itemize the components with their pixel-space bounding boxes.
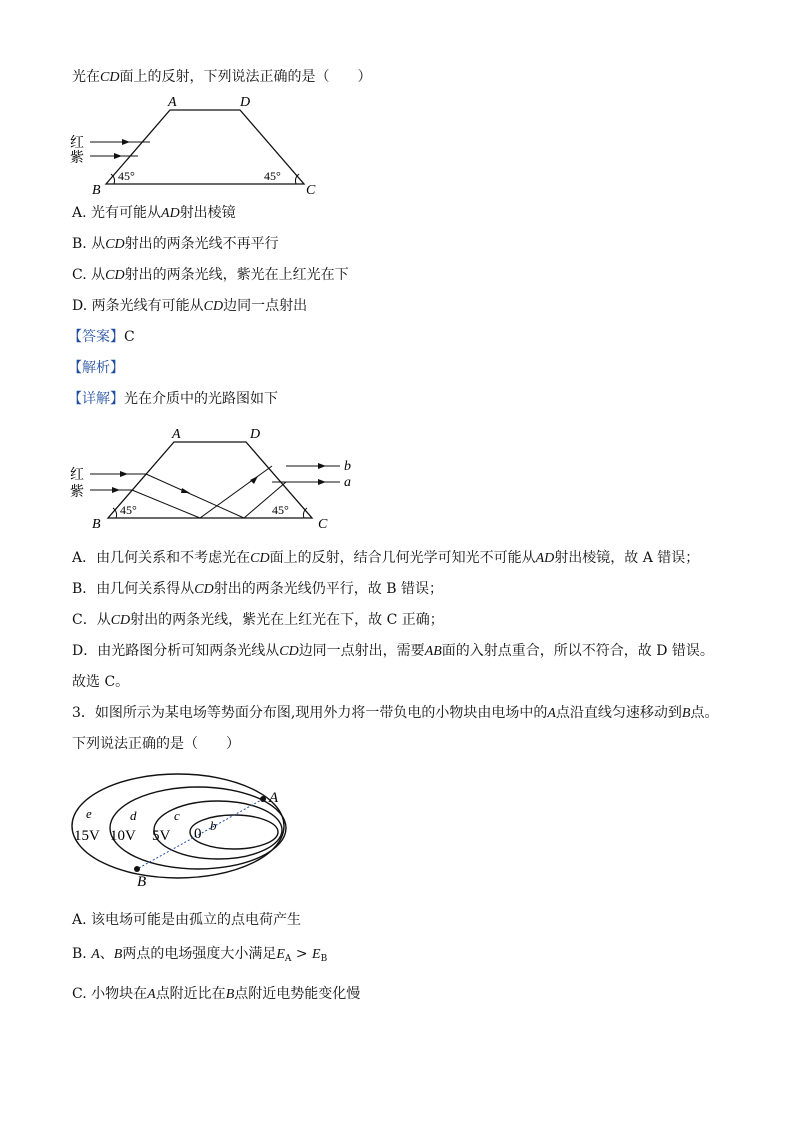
purple-ray-inside (132, 466, 272, 518)
vertex-C: C (306, 183, 316, 196)
analysis-line (68, 359, 124, 377)
potential-0: 0 (194, 826, 202, 842)
red-ray-in-arrow (120, 471, 128, 477)
prism-figure-1 (64, 90, 334, 196)
answer-tag: 【答案】 (68, 329, 124, 345)
purple-ray-in-arrow (112, 487, 120, 493)
point-label-B: B (137, 874, 147, 890)
vertex-D: D (240, 95, 251, 110)
potential-15v: 15V (74, 828, 100, 844)
label-e: e (86, 806, 92, 821)
label-purple: 紫 (70, 151, 84, 166)
answer-value: C (124, 329, 135, 345)
conclusion: 故选 C。 (72, 674, 130, 690)
point-label-A: A (269, 790, 279, 806)
label-purple: 紫 (70, 485, 84, 500)
red-ray-arrow (122, 139, 130, 145)
answer-line (68, 328, 135, 346)
q2-option-b: B. 从CD射出的两条光线不再平行 (72, 236, 279, 252)
ray-b-arrow (318, 463, 326, 469)
q2-stem: 光在CD面上的反射，下列说法正确的是（ ） (72, 69, 372, 85)
equipotential-figure (66, 768, 306, 896)
vertex-B: B (92, 183, 101, 196)
detail-tag: 【详解】 (68, 391, 124, 407)
q2-option-a: A. 光有可能从AD射出棱镜 (72, 205, 236, 221)
q3-stem-line1: 3．如图所示为某电场等势面分布图,现用外力将一带负电的小物块由电场中的A点沿直线匀速移动到B点。 (72, 705, 719, 721)
ray-label-b: b (344, 459, 351, 474)
ray-a-arrow (318, 479, 326, 485)
vertex-D: D (250, 427, 261, 442)
surface-e (72, 774, 284, 878)
explanation-d: D．由光路图分析可知两条光线从CD边同一点射出，需要AB面的入射点重合，所以不符合，故 D 错误。 (72, 643, 714, 659)
explanation-b: B．由几何关系得从CD射出的两条光线仍平行，故 B 错误； (72, 581, 443, 597)
potential-10v: 10V (110, 828, 136, 844)
analysis-tag: 【解析】 (68, 360, 124, 376)
label-red: 红 (70, 136, 84, 151)
label-d: d (130, 808, 137, 823)
point-B (134, 866, 140, 872)
label-red: 红 (70, 468, 84, 483)
detail-line: 【详解】光在介质中的光路图如下 (68, 391, 278, 407)
q3-option-b: B. A、B两点的电场强度大小满足$E_A > E_B$ (72, 946, 328, 964)
red-ray-inside (146, 474, 286, 518)
label-c: c (174, 808, 180, 823)
angle-label-left: 45° (118, 169, 135, 183)
q2-option-d: D. 两条光线有可能从CD边同一点射出 (72, 298, 308, 314)
angle-label-left: 45° (120, 503, 137, 517)
ray-label-a: a (344, 475, 351, 490)
q3-stem-line2: 下列说法正确的是（ ） (72, 736, 240, 752)
explanation-a: A．由几何关系和不考虑光在CD面上的反射，结合几何光学可知光不可能从AD射出棱镜，故 A 错误； (72, 550, 700, 566)
vertex-A: A (168, 95, 177, 110)
red-ray-inside-arrow (181, 488, 190, 493)
vertex-A: A (172, 427, 181, 442)
label-b: b (210, 818, 217, 833)
vertex-C: C (318, 517, 328, 532)
q2-option-c: C. 从CD射出的两条光线，紫光在上红光在下 (72, 267, 349, 283)
point-A (260, 796, 266, 802)
angle-label-right: 45° (264, 169, 281, 183)
angle-label-right: 45° (272, 503, 289, 517)
purple-ray-arrow (114, 153, 122, 159)
purple-ray-inside-arrow (250, 476, 258, 484)
q3-option-a: A. 该电场可能是由孤立的点电荷产生 (72, 912, 302, 928)
potential-5v: 5V (152, 828, 171, 844)
explanation-c: C．从CD射出的两条光线，紫光在上红光在下，故 C 正确； (72, 612, 444, 628)
face-label: CD (100, 70, 120, 85)
vertex-B: B (92, 517, 101, 532)
q3-option-c: C. 小物块在A点附近比在B点附近电势能变化慢 (72, 986, 361, 1002)
prism-figure-2 (64, 420, 364, 532)
